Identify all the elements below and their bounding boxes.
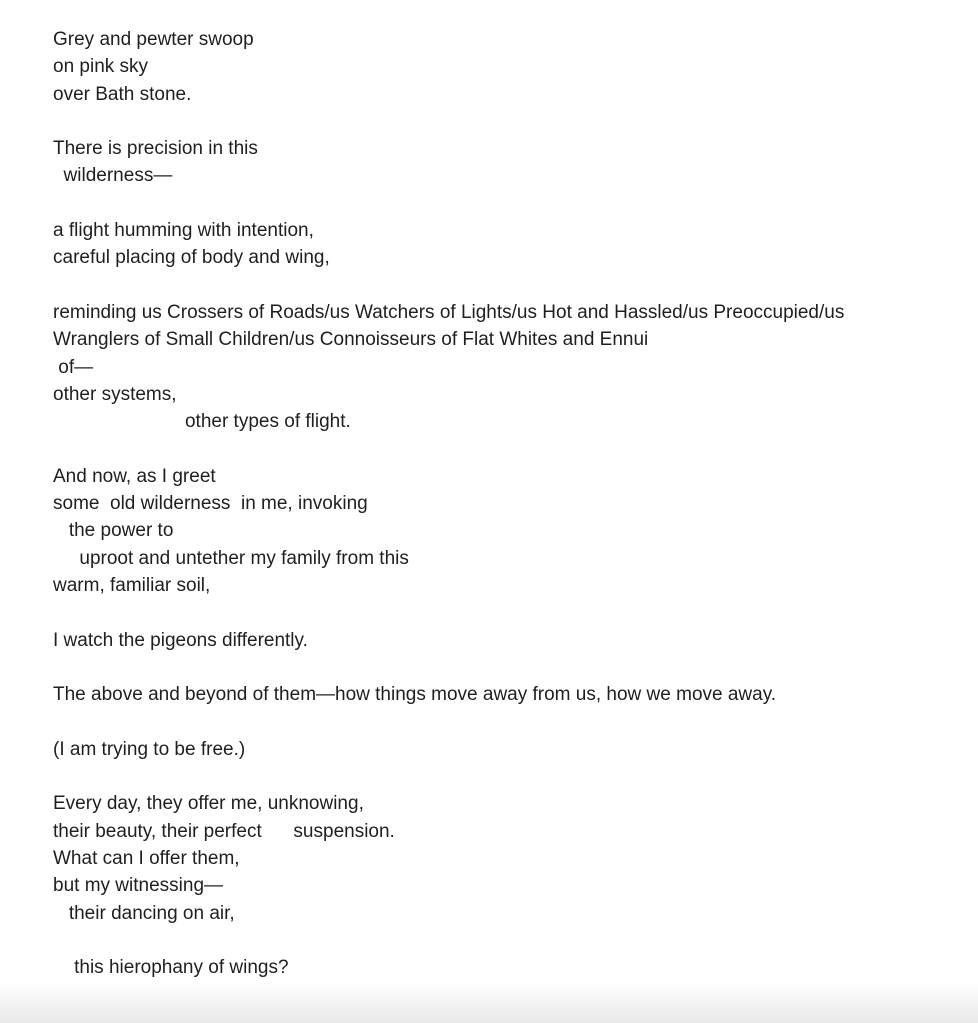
poem-line: this hierophany of wings? <box>53 957 289 979</box>
poem-line: The above and beyond of them—how things move away from us, how we move away. <box>53 684 777 706</box>
poem-text <box>53 26 953 981</box>
poem-line: a flight humming with intention, <box>53 220 314 242</box>
stanza-break <box>53 190 953 217</box>
poem-line: their beauty, their perfect suspension. <box>53 820 395 842</box>
poem-line: (I am trying to be free.) <box>53 738 246 760</box>
poem-line: on pink sky <box>53 56 149 78</box>
poem-line: And now, as I greet <box>53 465 216 487</box>
poem-line: their dancing on air, <box>53 902 235 924</box>
poem-line: warm, familiar soil, <box>53 574 211 596</box>
stanza-break <box>53 763 953 790</box>
poem-line: but my witnessing— <box>53 875 224 897</box>
stanza-break <box>53 272 953 299</box>
poem-line: careful placing of body and wing, <box>53 247 330 269</box>
poem-line: I watch the pigeons differently. <box>53 629 308 651</box>
stanza-break <box>53 435 953 462</box>
bottom-shadow <box>0 983 978 1023</box>
stanza-break <box>53 708 953 735</box>
poem-line: the power to <box>53 520 174 542</box>
stanza-break <box>53 599 953 626</box>
poem-line: some old wilderness in me, invoking <box>53 493 368 515</box>
stanza-break <box>53 108 953 135</box>
poem-line: What can I offer them, <box>53 847 240 869</box>
poem-line: Grey and pewter swoop <box>53 29 254 50</box>
poem-line: other systems, <box>53 383 177 405</box>
poem-line: Wranglers of Small Children/us Connoisseurs of Flat Whites and Ennui <box>53 329 649 351</box>
poem-line: There is precision in this <box>53 138 258 160</box>
poem-line: wilderness— <box>53 165 173 187</box>
stanza-break <box>53 927 953 954</box>
poem-line: other types of flight. <box>53 411 351 433</box>
poem-line: over Bath stone. <box>53 83 192 105</box>
poem-line: reminding us Crossers of Roads/us Watchers of Lights/us Hot and Hassled/us Preoccupied/us <box>53 301 845 323</box>
poem-line: Every day, they offer me, unknowing, <box>53 793 364 815</box>
poem-line: uproot and untether my family from this <box>53 547 409 569</box>
stanza-break <box>53 654 953 681</box>
poem-line: of— <box>53 356 94 378</box>
